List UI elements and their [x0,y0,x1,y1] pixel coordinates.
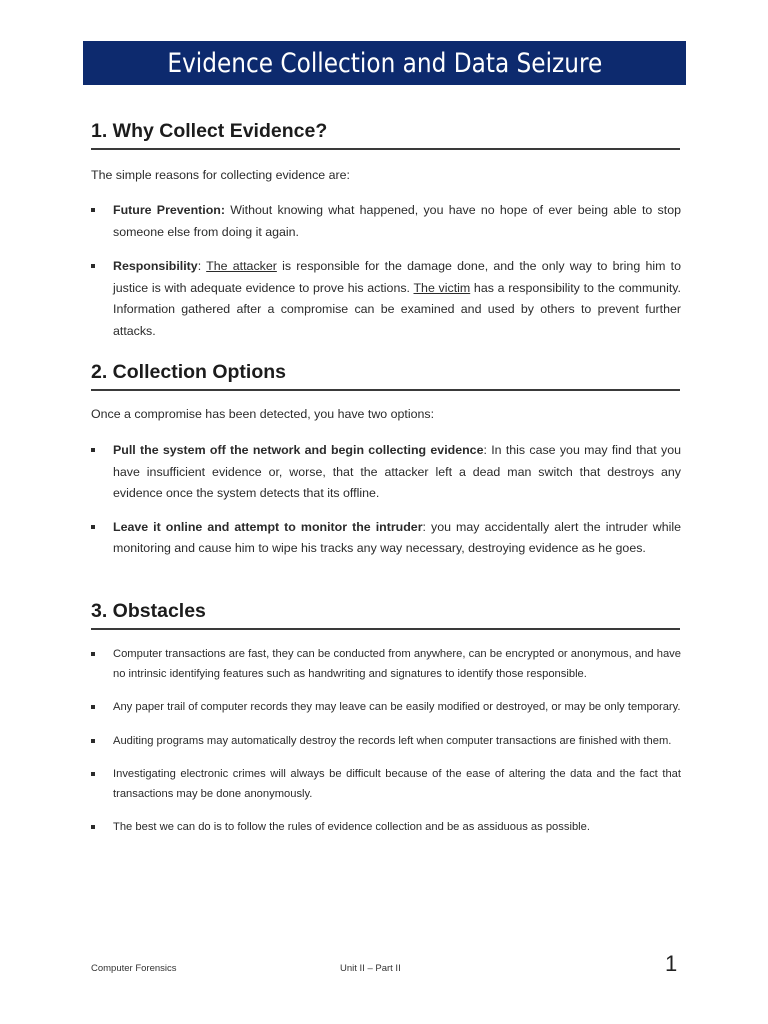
list-item [91,645,681,684]
bullet-text: : you may accidentally alert the intruder while monitoring and cause him to wipe his tracks any way necessary, destroying evidence as he goes. [113,519,681,555]
bullet-icon [91,208,95,212]
bullet-text: Auditing programs may automatically destroy the records left when computer transactions are finished with them. [113,734,672,747]
bullet-icon [91,825,95,829]
bullet-icon [91,525,95,529]
bullet-icon [91,264,95,268]
underlined-term: The attacker [206,259,277,273]
list-item [91,732,681,752]
list-item [91,200,681,243]
list-item [91,440,681,505]
list-item [91,256,681,342]
section-intro: Once a compromise has been detected, you have two options: [91,407,435,421]
bullet-text: : In this case you may find that you have insufficient evidence or, worse, that the attacker left a dead man switch that destroys any evidence once the system detects that its offline. [113,443,682,500]
section-heading-collection-options: 2. Collection Options [91,361,680,391]
bullet-list [91,200,681,342]
list-item [91,818,681,838]
bullet-label: Future Prevention: [113,203,225,217]
footer-unit-label: Unit II – Part II [340,963,401,974]
bullet-text: Any paper trail of computer records they may leave can be easily modified or destroyed, or may be only temporary. [113,701,681,713]
bullet-label: Leave it online and attempt to monitor the intruder [113,519,423,534]
underlined-term: The victim [413,280,471,295]
bullet-text: Computer transactions are fast, they can be conducted from anywhere, can be encrypted or anonymous, and have no intrinsic identifying features such as handwriting and signatures to identify those responsible. [113,648,681,680]
section-heading-obstacles: 3. Obstacles [91,600,680,630]
bullet-icon [91,705,95,709]
page-number: 1 [665,951,678,976]
list-item [91,517,681,560]
bullet-icon [91,448,95,452]
title-banner [83,41,686,85]
bullet-text: Investigating electronic crimes will always be difficult because of the ease of altering the data and the fact that transactions may be done anonymously. [113,768,681,800]
bullet-icon [91,772,95,776]
footer-course-name: Computer Forensics [91,963,177,974]
bullet-icon [91,739,95,743]
document-title: Evidence Collection and Data Seizure [167,47,602,79]
bullet-text: Without knowing what happened, you have no hope of ever being able to stop someone else from doing it again. [113,203,681,239]
section-intro: The simple reasons for collecting evidence are: [91,168,350,182]
bullet-text: is responsible for the damage done, and the only way to bring him to justice is with adequate evidence to prove his actions. [113,259,682,295]
bullet-text: : [197,259,207,273]
bullet-list [91,440,681,560]
bullet-label: Responsibility [113,259,198,273]
bullet-label: Pull the system off the network and begin collecting evidence [113,443,484,457]
bullet-text: The best we can do is to follow the rules of evidence collection and be as assiduous as possible. [113,821,590,833]
list-item [91,698,681,718]
section-heading-why-collect: 1. Why Collect Evidence? [91,120,680,150]
bullet-list [91,645,681,838]
list-item [91,765,681,804]
bullet-text: has a responsibility to the community. Information gathered after a compromise can be examined and used by others to prevent further attacks. [113,280,681,338]
bullet-icon [91,652,95,656]
